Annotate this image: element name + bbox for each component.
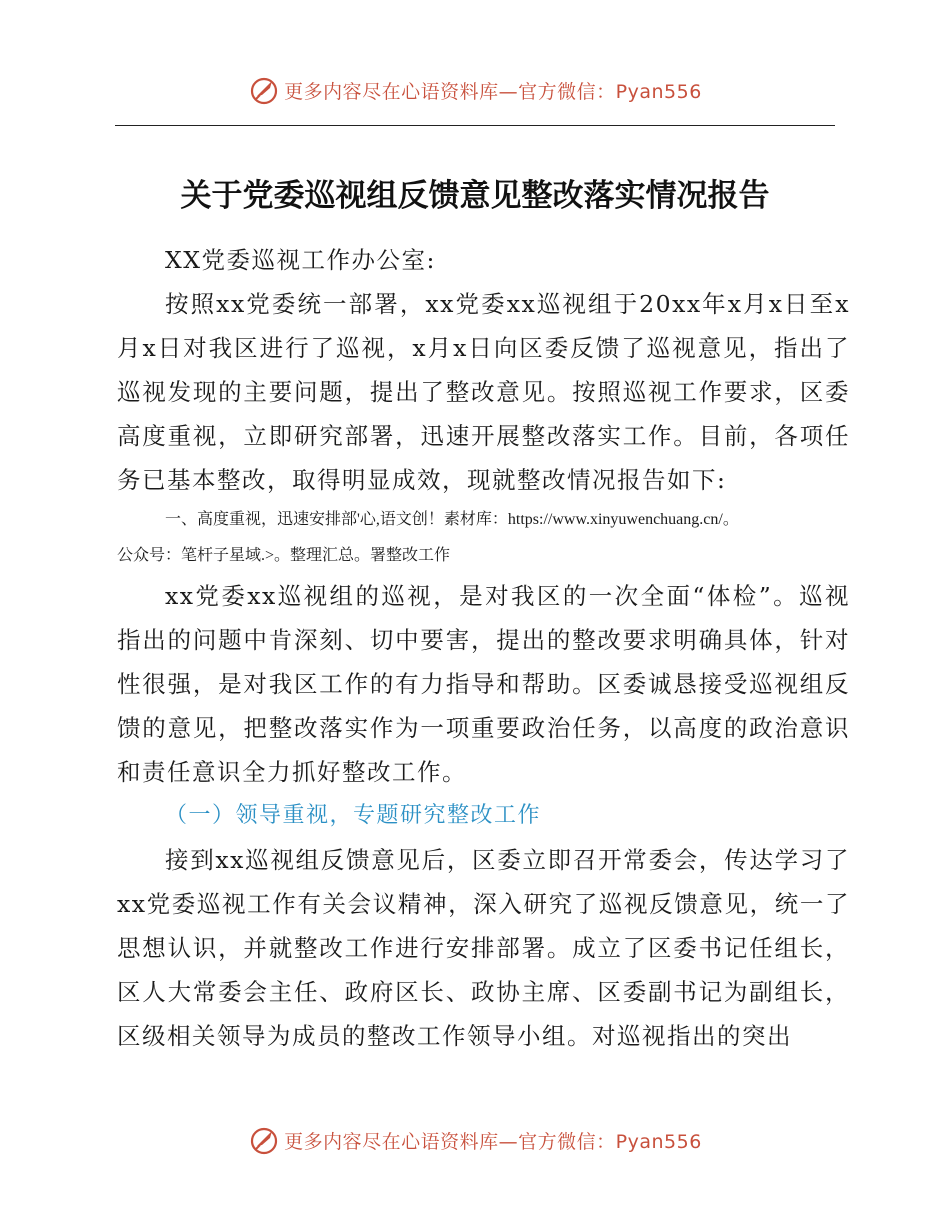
subheading-1: （一）领导重视，专题研究整改工作 (165, 803, 542, 828)
banner-text: 更多内容尽在心语资料库—官方微信：Pyan556 (284, 1130, 702, 1153)
quill-logo-icon (248, 1124, 280, 1156)
banner-text: 更多内容尽在心语资料库—官方微信：Pyan556 (284, 80, 702, 103)
section-heading-line-2: 公众号：笔杆子星域.>。整理汇总。署整改工作 (117, 547, 451, 564)
document-title: 关于党委巡视组反馈意见整改落实情况报告 (180, 178, 770, 214)
body-paragraph-2: xx党委xx巡视组的巡视，是对我区的一次全面“体检”。巡视指出的问题中肯深刻、切中要害，提出的整改要求明确具体，针对性很强，是对我区工作的有力指导和帮助。区委诚恳接受巡视组反馈的意见，把整改落实作为一项重要政治任务，以高度的政治意识和责任意识全力抓好整改工作。 (117, 582, 850, 786)
header-divider (115, 125, 835, 126)
intro-paragraph: 按照xx党委统一部署，xx党委xx巡视组于20xx年x月x日至x月x日对我区进行了巡视，x月x日向区委反馈了巡视意见，指出了巡视发现的主要问题，提出了整改意见。按照巡视工作要求，区委高度重视，立即研究部署，迅速开展整改落实工作。目前，各项任务已基本整改，取得明显成效，现就整改情况报告如下: (117, 290, 850, 494)
body-paragraph-3: 接到xx巡视组反馈意见后，区委立即召开常委会，传达学习了xx党委巡视工作有关会议精神，深入研究了巡视反馈意见，统一了思想认识，并就整改工作进行安排部署。成立了区委书记任组长，区人大常委会主任、政府区长、政协主席、区委副书记为副组长，区级相关领导为成员的整改工作领导小组。对巡视指出的突出 (117, 846, 850, 1050)
document-body (117, 238, 850, 1058)
salutation: XX党委巡视工作办公室: (165, 246, 436, 274)
header-banner (0, 70, 950, 110)
footer-banner (0, 1120, 950, 1160)
section-heading-line-1: 一、高度重视，迅速安排部'心,语文创！素材库：https://www.xinyuwenchuang.cn/。 (165, 511, 739, 528)
quill-logo-icon (248, 74, 280, 106)
